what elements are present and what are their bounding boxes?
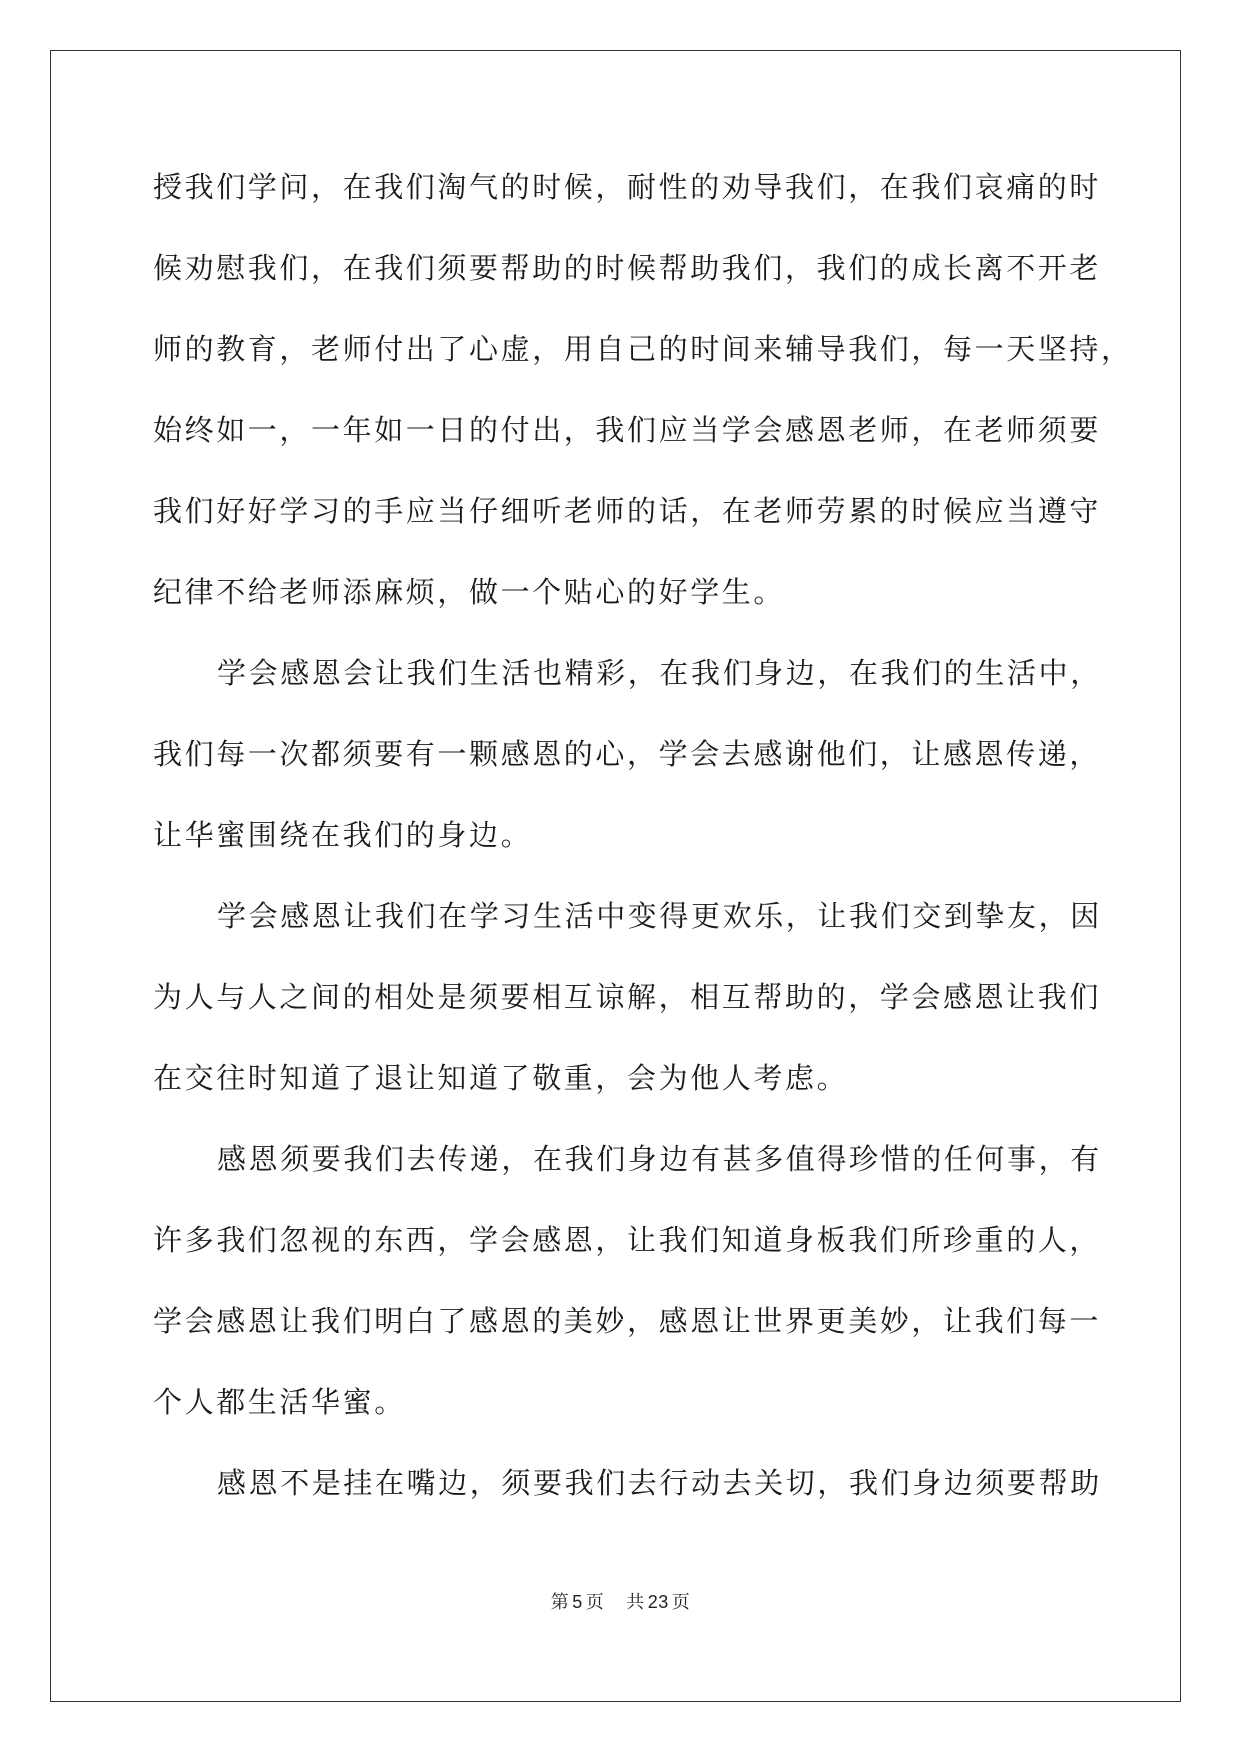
- text-line: 始终如一，一年如一日的付出，我们应当学会感恩老师，在老师须要: [153, 413, 1102, 447]
- paragraph-first-line: 学会感恩让我们在学习生活中变得更欢乐，让我们交到挚友，因: [217, 899, 1102, 933]
- text-line: 师的教育，老师付出了心虚，用自己的时间来辅导我们，每一天坚持，: [153, 332, 1133, 366]
- footer-total-pages: 23: [647, 1592, 669, 1612]
- text-line: 授我们学问，在我们淘气的时候，耐性的劝导我们，在我们哀痛的时: [153, 170, 1102, 204]
- text-line: 学会感恩让我们明白了感恩的美妙，感恩让世界更美妙，让我们每一: [153, 1304, 1102, 1338]
- footer-page-suffix: 页: [585, 1592, 605, 1613]
- document-body: [153, 162, 1133, 1539]
- page-footer: [0, 1588, 1241, 1614]
- text-line: 纪律不给老师添麻烦，做一个贴心的好学生。: [153, 575, 786, 609]
- text-line: 个人都生活华蜜。: [153, 1385, 406, 1419]
- footer-total-prefix: 共: [626, 1592, 645, 1613]
- footer-page-number: 5: [572, 1592, 583, 1612]
- text-line: 在交往时知道了退让知道了敬重，会为他人考虑。: [153, 1061, 849, 1095]
- paragraph-first-line: 学会感恩会让我们生活也精彩，在我们身边，在我们的生活中，: [217, 656, 1102, 690]
- text-line: 我们好好学习的手应当仔细听老师的话，在老师劳累的时候应当遵守: [153, 494, 1102, 528]
- text-line: 许多我们忽视的东西，学会感恩，让我们知道身板我们所珍重的人，: [153, 1223, 1102, 1257]
- text-line: 候劝慰我们，在我们须要帮助的时候帮助我们，我们的成长离不开老: [153, 251, 1102, 285]
- footer-total-suffix: 页: [671, 1592, 691, 1613]
- paragraph-first-line: 感恩须要我们去传递，在我们身边有甚多值得珍惜的任何事，有: [217, 1142, 1102, 1176]
- text-line: 我们每一次都须要有一颗感恩的心，学会去感谢他们，让感恩传递，: [153, 737, 1102, 771]
- text-line: 为人与人之间的相处是须要相互谅解，相互帮助的，学会感恩让我们: [153, 980, 1102, 1014]
- footer-page-prefix: 第: [550, 1592, 570, 1613]
- text-line: 让华蜜围绕在我们的身边。: [153, 818, 533, 852]
- paragraph-first-line: 感恩不是挂在嘴边，须要我们去行动去关切，我们身边须要帮助: [217, 1466, 1102, 1500]
